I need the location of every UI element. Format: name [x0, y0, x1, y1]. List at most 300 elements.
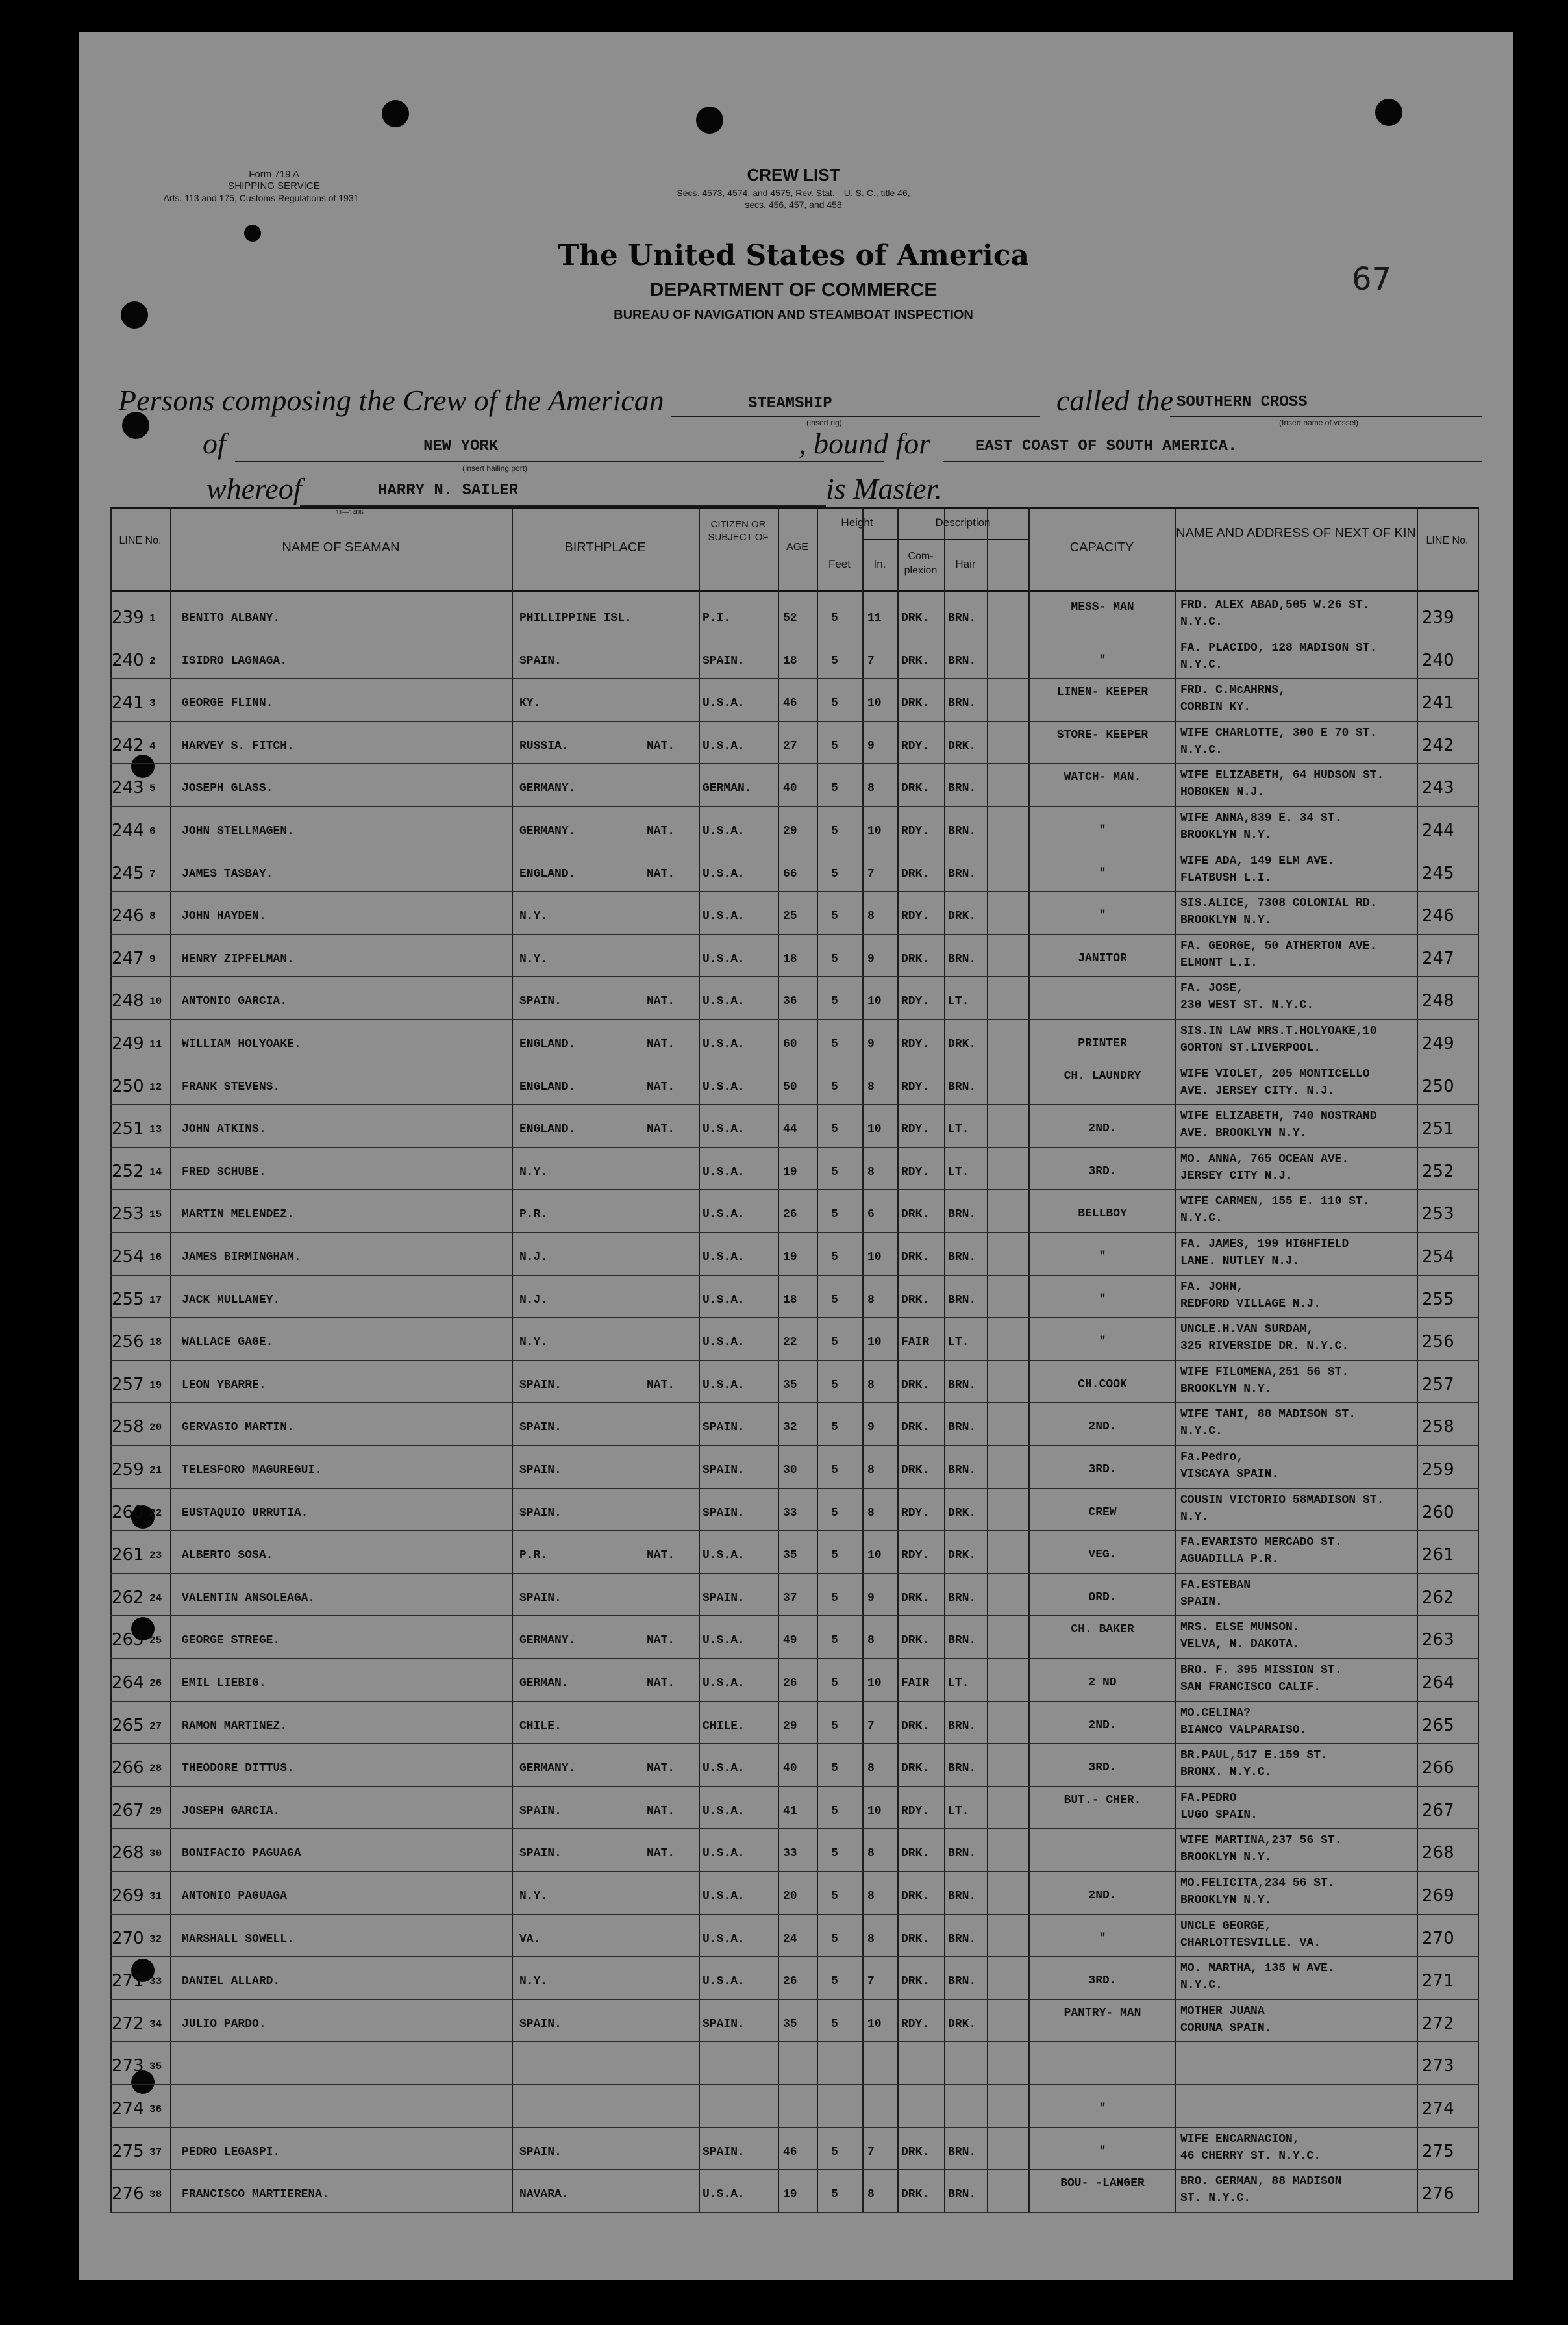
next-of-kin-address: N.Y.C. [1180, 743, 1223, 757]
hair-color: BRN. [948, 612, 977, 625]
capacity: WATCH- MAN. [1064, 771, 1141, 785]
height-inches: 10 [867, 2017, 882, 2031]
row-rule [110, 2041, 1479, 2042]
hair-color: DRK. [948, 1506, 977, 1520]
hair-color: LT. [948, 1336, 969, 1350]
handwritten-line-no: 253 [112, 1204, 144, 1224]
capacity: ORD. [1088, 1590, 1117, 1604]
next-of-kin-name: WIFE ELIZABETH, 64 HUDSON ST. [1180, 769, 1384, 783]
row-rule [110, 721, 1479, 722]
line-number: 25 [149, 1635, 162, 1647]
hair-color: BRN. [948, 1208, 977, 1222]
citizenship: SPAIN. [703, 1421, 745, 1435]
header-next-of-kin: NAME AND ADDRESS OF NEXT OF KIN [1176, 526, 1416, 540]
height-feet: 5 [831, 1677, 838, 1690]
next-of-kin-name: MO. MARTHA, 135 W AVE. [1180, 1962, 1335, 1976]
punch-hole [696, 107, 723, 134]
header-birthplace: BIRTHPLACE [564, 540, 646, 555]
row-rule [110, 2084, 1479, 2085]
age: 35 [783, 1549, 797, 1563]
seaman-name: FRANCISCO MARTIERENA. [182, 2188, 329, 2202]
birthplace: GERMANY. [519, 782, 576, 796]
capacity: CREW [1088, 1505, 1117, 1519]
line-number: 4 [149, 740, 156, 752]
citizenship: U.S.A. [703, 910, 745, 924]
handwritten-line-no: 259 [112, 1460, 144, 1479]
line-number: 15 [149, 1209, 162, 1221]
complexion: DRK. [901, 1719, 930, 1733]
height-feet: 5 [831, 995, 838, 1009]
seaman-name: BONIFACIO PAGUAGA [182, 1847, 301, 1861]
row-rule [110, 1488, 1479, 1489]
handwritten-line-no-right: 271 [1422, 1971, 1454, 1991]
next-of-kin-address: CHARLOTTESVILLE. VA. [1180, 1936, 1321, 1950]
next-of-kin-name: WIFE ENCARNACION, [1180, 2132, 1300, 2146]
handwritten-line-no: 269 [112, 1886, 144, 1905]
naturalized-mark: NAT. [647, 1677, 675, 1690]
next-of-kin-name: FA. JOHN, [1180, 1280, 1244, 1294]
age: 46 [783, 697, 797, 710]
birthplace: SPAIN. [519, 1506, 562, 1520]
handwritten-line-no: 256 [112, 1332, 144, 1352]
capacity: " [1099, 1335, 1106, 1349]
height-feet: 5 [831, 1378, 838, 1392]
next-of-kin-name: FA. GEORGE, 50 ATHERTON AVE. [1180, 939, 1377, 953]
next-of-kin-name: WIFE CARMEN, 155 E. 110 ST. [1180, 1195, 1370, 1209]
age: 18 [783, 654, 797, 668]
handwritten-line-no: 242 [112, 735, 144, 755]
complexion: DRK. [901, 1634, 930, 1648]
row-rule [110, 763, 1479, 764]
line-number: 11 [149, 1038, 162, 1050]
line-number: 9 [149, 953, 156, 965]
age: 26 [783, 1677, 797, 1690]
birthplace: RUSSIA. [519, 739, 569, 753]
age: 40 [783, 1762, 797, 1776]
height-inches: 9 [867, 739, 875, 753]
height-inches: 10 [867, 1123, 882, 1137]
line-number: 7 [149, 868, 156, 880]
handwritten-line-no: 257 [112, 1374, 144, 1394]
line-number: 30 [149, 1848, 162, 1860]
header-line-no-right: LINE No. [1426, 535, 1469, 546]
citizenship: U.S.A. [703, 1890, 745, 1903]
complexion: RDY. [901, 2017, 930, 2031]
height-inches: 9 [867, 1591, 875, 1605]
handwritten-line-no-right: 245 [1422, 863, 1454, 883]
capacity: 2ND. [1088, 1420, 1117, 1434]
handwritten-line-no-right: 240 [1422, 650, 1454, 670]
complexion: DRK. [901, 782, 930, 796]
citizenship: SPAIN. [703, 2145, 745, 2159]
height-inches: 10 [867, 1804, 882, 1818]
next-of-kin-name: WIFE MARTINA,237 56 ST. [1180, 1834, 1342, 1848]
complexion: DRK. [901, 1975, 930, 1989]
height-feet: 5 [831, 1634, 838, 1648]
header-age: AGE [786, 542, 808, 553]
height-inches: 7 [867, 2145, 875, 2159]
handwritten-line-no-right: 255 [1422, 1289, 1454, 1309]
line-number: 19 [149, 1379, 162, 1391]
birthplace: N.J. [519, 1293, 548, 1307]
next-of-kin-name: BRO. GERMAN, 88 MADISON [1180, 2175, 1342, 2189]
row-rule [110, 1999, 1479, 2000]
citizenship: U.S.A. [703, 1080, 745, 1094]
birthplace: GERMAN. [519, 1677, 569, 1690]
height-inches: 8 [867, 782, 875, 796]
age: 66 [783, 867, 797, 881]
handwritten-line-no: 258 [112, 1417, 144, 1437]
punch-hole [1375, 99, 1402, 126]
height-inches: 10 [867, 1251, 882, 1264]
seaman-name: TELESFORO MAGUREGUI. [182, 1464, 323, 1477]
next-of-kin-address: LUGO SPAIN. [1180, 1808, 1258, 1822]
next-of-kin-name: SIS.ALICE, 7308 COLONIAL RD. [1180, 897, 1377, 911]
handwritten-line-no-right: 258 [1422, 1417, 1454, 1437]
capacity: PRINTER [1078, 1037, 1127, 1050]
citizenship: U.S.A. [703, 1932, 745, 1946]
hair-color: BRN. [948, 1975, 977, 1989]
complexion: DRK. [901, 612, 930, 625]
vessel-name-line [1170, 416, 1482, 417]
citizenship: SPAIN. [703, 1464, 745, 1477]
capacity: STORE- KEEPER [1056, 728, 1149, 742]
complexion: RDY. [901, 1080, 930, 1094]
height-feet: 5 [831, 1464, 838, 1477]
line-number: 32 [149, 1933, 162, 1945]
birthplace: N.Y. [519, 952, 548, 966]
line-number: 17 [149, 1294, 162, 1306]
handwritten-line-no-right: 267 [1422, 1800, 1454, 1820]
capacity: LINEN- KEEPER [1056, 686, 1149, 699]
vessel-name: SOUTHERN CROSS [1176, 394, 1308, 411]
seaman-name: ISIDRO LAGNAGA. [182, 654, 288, 668]
label-is-master: is Master. [826, 472, 942, 505]
row-rule [110, 1189, 1479, 1190]
next-of-kin-address: N.Y.C. [1180, 1212, 1223, 1225]
hair-color: BRN. [948, 2145, 977, 2159]
hair-color: BRN. [948, 1080, 977, 1094]
age: 36 [783, 995, 797, 1009]
complexion: RDY. [901, 1549, 930, 1563]
handwritten-line-no-right: 265 [1422, 1715, 1454, 1735]
hair-color: BRN. [948, 1932, 977, 1946]
line-number: 16 [149, 1251, 162, 1263]
next-of-kin-name: WIFE TANI, 88 MADISON ST. [1180, 1408, 1356, 1422]
handwritten-line-no: 249 [112, 1034, 144, 1053]
handwritten-line-no: 260 [112, 1502, 144, 1522]
label-called-the: called the [1056, 384, 1174, 417]
statute-reference: Secs. 4573, 4574, and 4575, Rev. Stat.—U. S. C., title 46, [677, 188, 910, 198]
complexion: DRK. [901, 2188, 930, 2202]
capacity: 2ND. [1088, 1718, 1117, 1732]
handwritten-line-no: 246 [112, 906, 144, 926]
height-feet: 5 [831, 1975, 838, 1989]
row-rule [110, 1360, 1479, 1361]
height-inches: 9 [867, 952, 875, 966]
age: 26 [783, 1208, 797, 1222]
next-of-kin-address: REDFORD VILLAGE N.J. [1180, 1297, 1321, 1311]
complexion: FAIR [901, 1336, 930, 1350]
height-feet: 5 [831, 612, 838, 625]
next-of-kin-name: MO.CELINA? [1180, 1706, 1251, 1720]
country-heading: The United States of America [557, 239, 1030, 272]
citizenship: U.S.A. [703, 1208, 745, 1222]
punch-hole [121, 301, 148, 329]
capacity: " [1099, 1931, 1106, 1945]
height-feet: 5 [831, 2188, 838, 2202]
line-number: 35 [149, 2061, 162, 2073]
hair-color: BRN. [948, 1421, 977, 1435]
row-rule [110, 1019, 1479, 1020]
complexion: DRK. [901, 1932, 930, 1946]
complexion: DRK. [901, 654, 930, 668]
capacity: " [1099, 2144, 1106, 2158]
age: 60 [783, 1038, 797, 1051]
hair-color: BRN. [948, 1762, 977, 1776]
handwritten-line-no: 252 [112, 1161, 144, 1181]
height-inches: 10 [867, 697, 882, 710]
age: 37 [783, 1591, 797, 1605]
capacity: " [1099, 824, 1106, 837]
birthplace: SPAIN. [519, 1378, 562, 1392]
row-rule [110, 1104, 1479, 1105]
next-of-kin-name: FRD. ALEX ABAD,505 W.26 ST. [1180, 599, 1370, 612]
height-feet: 5 [831, 867, 838, 881]
birthplace: N.Y. [519, 1336, 548, 1350]
seaman-name: WILLIAM HOLYOAKE. [182, 1038, 301, 1051]
handwritten-line-no: 275 [112, 2141, 144, 2161]
row-rule [110, 1402, 1479, 1403]
bureau-heading: BUREAU OF NAVIGATION AND STEAMBOAT INSPECTION [614, 308, 973, 322]
age: 18 [783, 952, 797, 966]
age: 24 [783, 1932, 797, 1946]
next-of-kin-address: AVE. BROOKLYN N.Y. [1180, 1127, 1307, 1140]
seaman-name: HARVEY S. FITCH. [182, 739, 294, 753]
seaman-name: EUSTAQUIO URRUTIA. [182, 1506, 308, 1520]
citizenship: U.S.A. [703, 1634, 745, 1648]
handwritten-line-no: 264 [112, 1673, 144, 1692]
punch-hole [382, 100, 409, 127]
label-persons-composing: Persons composing the Crew of the American [118, 384, 664, 417]
header-feet: Feet [828, 558, 851, 570]
complexion: RDY. [901, 1804, 930, 1818]
handwritten-line-no: 248 [112, 991, 144, 1011]
destination: EAST COAST OF SOUTH AMERICA. [975, 438, 1238, 455]
complexion: DRK. [901, 1591, 930, 1605]
age: 29 [783, 825, 797, 838]
height-inches: 7 [867, 1975, 875, 1989]
birthplace: GERMANY. [519, 825, 576, 838]
seaman-name: RAMON MARTINEZ. [182, 1719, 288, 1733]
next-of-kin-address: FLATBUSH L.I. [1180, 871, 1272, 885]
citizenship: U.S.A. [703, 1123, 745, 1137]
citizenship: U.S.A. [703, 1549, 745, 1563]
row-rule [110, 1658, 1479, 1659]
hair-color: BRN. [948, 1378, 977, 1392]
complexion: DRK. [901, 1251, 930, 1264]
birthplace: CHILE. [519, 1719, 562, 1733]
capacity: 2ND. [1088, 1889, 1117, 1902]
age: 19 [783, 1165, 797, 1179]
complexion: RDY. [901, 825, 930, 838]
handwritten-line-no-right: 250 [1422, 1076, 1454, 1096]
next-of-kin-name: Fa.Pedro, [1180, 1451, 1244, 1464]
handwritten-line-no: 243 [112, 778, 144, 798]
height-inches: 8 [867, 1464, 875, 1477]
next-of-kin-address: N.Y.C. [1180, 658, 1223, 672]
height-inches: 7 [867, 1719, 875, 1733]
capacity: JANITOR [1078, 951, 1127, 965]
handwritten-line-no: 271 [112, 1971, 144, 1991]
hair-color: LT. [948, 995, 969, 1009]
header-complexion: Com- plexion [904, 551, 938, 576]
birthplace: N.Y. [519, 1890, 548, 1903]
height-inches: 8 [867, 2188, 875, 2202]
next-of-kin-address: CORUNA SPAIN. [1180, 2021, 1272, 2035]
handwritten-line-no-right: 256 [1422, 1332, 1454, 1352]
next-of-kin-name: WIFE CHARLOTTE, 300 E 70 ST. [1180, 726, 1377, 740]
next-of-kin-address: ELMONT L.I. [1180, 956, 1258, 970]
handwritten-line-no-right: 272 [1422, 2013, 1454, 2033]
line-number: 36 [149, 2104, 162, 2115]
hair-color: LT. [948, 1677, 969, 1690]
row-rule [110, 2169, 1479, 2170]
birthplace: SPAIN. [519, 1421, 562, 1435]
line-number: 26 [149, 1678, 162, 1689]
seaman-name: JULIO PARDO. [182, 2017, 266, 2031]
handwritten-line-no-right: 248 [1422, 991, 1454, 1011]
handwritten-line-no: 263 [112, 1630, 144, 1650]
height-feet: 5 [831, 1932, 838, 1946]
row-rule [110, 1956, 1479, 1957]
birthplace: GERMANY. [519, 1634, 576, 1648]
capacity: " [1099, 653, 1106, 667]
handwritten-line-no-right: 247 [1422, 948, 1454, 968]
age: 46 [783, 2145, 797, 2159]
capacity: " [1099, 1292, 1106, 1306]
row-rule [110, 1615, 1479, 1616]
line-number: 28 [149, 1763, 162, 1775]
height-feet: 5 [831, 1421, 838, 1435]
row-rule [110, 1232, 1479, 1233]
hair-color: BRN. [948, 1847, 977, 1861]
next-of-kin-name: UNCLE GEORGE, [1180, 1919, 1272, 1933]
form-number: Form 719 A [249, 169, 299, 180]
next-of-kin-name: FA.PEDRO [1180, 1791, 1237, 1805]
citizenship: U.S.A. [703, 2188, 745, 2202]
capacity: CH. LAUNDRY [1064, 1069, 1141, 1083]
citizenship: U.S.A. [703, 739, 745, 753]
height-inches: 10 [867, 1549, 882, 1563]
next-of-kin-address: CORBIN KY. [1180, 701, 1251, 714]
next-of-kin-address: SAN FRANCISCO CALIF. [1180, 1681, 1321, 1694]
line-number: 10 [149, 996, 162, 1008]
age: 19 [783, 2188, 797, 2202]
capacity: BOU- -LANGER [1060, 2177, 1145, 2191]
hair-color: BRN. [948, 782, 977, 796]
naturalized-mark: NAT. [647, 739, 675, 753]
seaman-name: JAMES BIRMINGHAM. [182, 1251, 301, 1264]
height-feet: 5 [831, 910, 838, 924]
citizenship: U.S.A. [703, 867, 745, 881]
next-of-kin-name: FA.EVARISTO MERCADO ST. [1180, 1536, 1342, 1550]
height-inches: 8 [867, 910, 875, 924]
age: 18 [783, 1293, 797, 1307]
handwritten-line-no: 244 [112, 821, 144, 840]
citizenship: U.S.A. [703, 1762, 745, 1776]
birthplace: N.Y. [519, 1165, 548, 1179]
next-of-kin-name: FA.ESTEBAN [1180, 1578, 1251, 1592]
next-of-kin-name: WIFE VIOLET, 205 MONTICELLO [1180, 1067, 1370, 1081]
capacity: 3RD. [1088, 1974, 1117, 1988]
birthplace: P.R. [519, 1208, 548, 1222]
handwritten-line-no-right: 239 [1422, 608, 1454, 627]
crew-list-sheet [79, 32, 1513, 2280]
birthplace: ENGLAND. [519, 1123, 576, 1137]
next-of-kin-address: SPAIN. [1180, 1595, 1223, 1609]
hair-color: DRK. [948, 910, 977, 924]
handwritten-line-no: 273 [112, 2056, 144, 2076]
citizenship: U.S.A. [703, 825, 745, 838]
handwritten-line-no-right: 273 [1422, 2056, 1454, 2076]
complexion: DRK. [901, 1378, 930, 1392]
complexion: DRK. [901, 1890, 930, 1903]
complexion: DRK. [901, 952, 930, 966]
line-number: 23 [149, 1550, 162, 1562]
line-number: 33 [149, 1976, 162, 1988]
height-feet: 5 [831, 952, 838, 966]
height-inches: 10 [867, 1677, 882, 1690]
capacity: BUT.- CHER. [1064, 1793, 1141, 1807]
height-inches: 8 [867, 1634, 875, 1648]
naturalized-mark: NAT. [647, 995, 675, 1009]
capacity: 2 ND [1088, 1676, 1117, 1689]
age: 35 [783, 1378, 797, 1392]
next-of-kin-address: ST. N.Y.C. [1180, 2192, 1251, 2206]
seaman-name: MARTIN MELENDEZ. [182, 1208, 294, 1222]
capacity: BELLBOY [1078, 1207, 1127, 1221]
handwritten-line-no: 276 [112, 2184, 144, 2204]
seaman-name: JOHN HAYDEN. [182, 910, 266, 924]
next-of-kin-name: WIFE ADA, 149 ELM AVE. [1180, 854, 1335, 868]
height-feet: 5 [831, 1591, 838, 1605]
header-description: Description [935, 516, 991, 529]
row-rule [110, 1871, 1479, 1872]
age: 35 [783, 2017, 797, 2031]
height-feet: 5 [831, 1847, 838, 1861]
row-rule [110, 1743, 1479, 1744]
hair-color: DRK. [948, 1038, 977, 1051]
seaman-name: PEDRO LEGASPI. [182, 2145, 280, 2159]
next-of-kin-address: 230 WEST ST. N.Y.C. [1180, 999, 1314, 1012]
naturalized-mark: NAT. [647, 1038, 675, 1051]
height-feet: 5 [831, 1293, 838, 1307]
handwritten-line-no-right: 246 [1422, 906, 1454, 926]
line-number: 21 [149, 1464, 162, 1476]
next-of-kin-address: BRONX. N.Y.C. [1180, 1766, 1272, 1779]
seaman-name: THEODORE DITTUS. [182, 1762, 294, 1776]
height-feet: 5 [831, 2017, 838, 2031]
birthplace: SPAIN. [519, 2145, 562, 2159]
print-code: 11—1406 [336, 509, 364, 516]
row-rule [110, 2212, 1479, 2213]
complexion: DRK. [901, 1762, 930, 1776]
row-rule [110, 1530, 1479, 1531]
complexion: RDY. [901, 1123, 930, 1137]
birthplace: SPAIN. [519, 1804, 562, 1818]
citizenship: U.S.A. [703, 1378, 745, 1392]
